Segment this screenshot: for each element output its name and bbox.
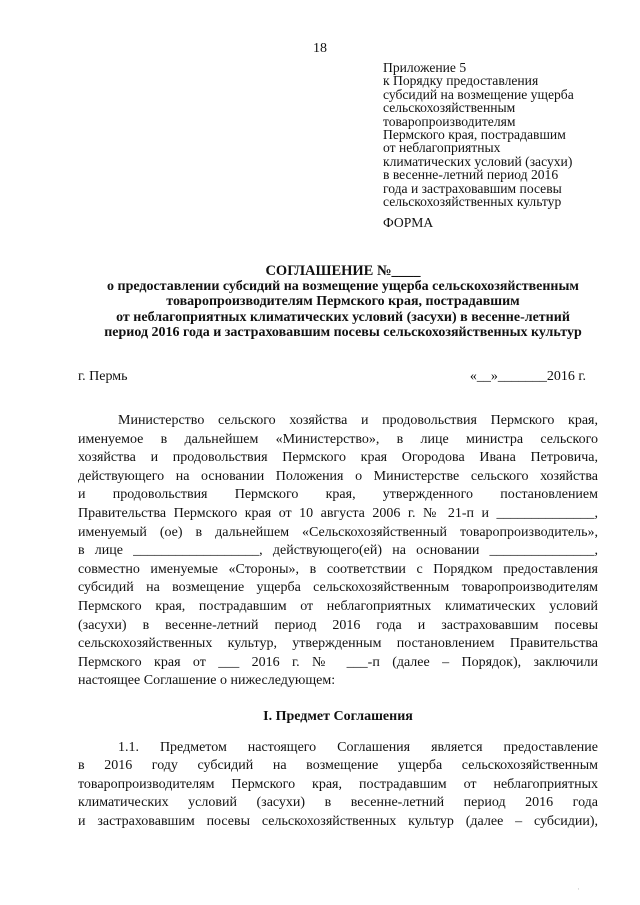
- text-line: в 2016 году субсидий на возмещение ущерба сельскохозяйственным: [78, 758, 598, 774]
- text-line: действующего на основании Положения о Министерстве сельского хозяйства: [78, 468, 598, 484]
- title-line: период 2016 года и застраховавшим посевы сельскохозяйственных культур: [104, 324, 582, 340]
- appendix-line: товаропроизводителям: [383, 113, 516, 129]
- text-line: и продовольствия Пермского края, утвержденного постановлением: [78, 487, 598, 503]
- text-line: Правительства Пермского края от 10 августа 2006 г. № 21-п и ______________,: [78, 505, 598, 521]
- text-line: (засухи) в весенне-летний период 2016 года и застраховавшим посевы: [78, 617, 598, 633]
- text-line: сельскохозяйственных культур, утвержденным постановлением Правительства: [78, 636, 598, 652]
- text-line: товаропроизводителям Пермского края, пострадавшим от неблагоприятных: [78, 776, 598, 792]
- page-number: 18: [313, 41, 327, 56]
- text-line: именуемое в дальнейшем «Министерство», в лице министра сельского: [78, 431, 598, 447]
- form-label: ФОРМА: [383, 215, 434, 230]
- text-line: совместно именуемые «Стороны», в соответствии с Порядком предоставления: [78, 561, 598, 577]
- appendix-line: в весенне-летний период 2016: [383, 167, 559, 183]
- text-line: именуемый (ое) в дальнейшем «Сельскохозяйственный товаропроизводитель»,: [78, 524, 598, 540]
- appendix-line: от неблагоприятных: [383, 140, 501, 156]
- text-line: климатических условий (засухи) в весенне-летний период 2016 года: [78, 795, 598, 811]
- text-line: Пермского края, пострадавшим от неблагоприятных климатических условий: [78, 598, 598, 614]
- text-line: Министерство сельского хозяйства и продовольствия Пермского края,: [118, 413, 598, 428]
- title-line: о предоставлении субсидий на возмещение ущерба сельскохозяйственным: [107, 279, 579, 295]
- clause-paragraph: [78, 739, 598, 831]
- text-line: настоящее Соглашение о нижеследующем:: [78, 673, 336, 689]
- document-title: [78, 264, 608, 340]
- appendix-reference: [383, 61, 623, 208]
- section-heading: I. Предмет Соглашения: [263, 709, 413, 724]
- signing-date: «__»_______2016 г.: [469, 369, 586, 384]
- place-of-signing: г. Пермь: [78, 369, 128, 384]
- title-line: от неблагоприятных климатических условий (засухи) в весенне-летний: [116, 309, 570, 325]
- appendix-line: сельскохозяйственным: [383, 100, 516, 116]
- text-line: и застраховавшим посевы сельскохозяйственных культур (далее – субсидии),: [78, 813, 598, 829]
- text-line: в лице __________________, действующего(ей) на основании _______________,: [78, 543, 598, 559]
- title-line: СОГЛАШЕНИЕ №____: [265, 263, 421, 279]
- appendix-line: климатических условий (засухи): [383, 153, 573, 169]
- appendix-line: к Порядку предоставления: [383, 73, 539, 89]
- text-line: 1.1. Предметом настоящего Соглашения является предоставление: [118, 740, 598, 755]
- text-line: хозяйства и продовольствия Пермского края Огородова Ивана Петровича,: [78, 450, 598, 466]
- appendix-line: года и застраховавшим посевы: [383, 180, 562, 196]
- text-line: Пермского края от ___ 2016 г. № ___-п (далее – Порядок), заключили: [78, 654, 598, 670]
- appendix-line: сельскохозяйственных культур: [383, 194, 562, 210]
- appendix-line: Пермского края, пострадавшим: [383, 127, 566, 143]
- appendix-line: субсидий на возмещение ущерба: [383, 86, 574, 102]
- preamble-paragraph: [78, 412, 598, 691]
- appendix-line: Приложение 5: [383, 60, 467, 75]
- text-line: субсидий на возмещение ущерба сельскохозяйственным товаропроизводителям: [78, 580, 598, 596]
- title-line: товаропроизводителям Пермского края, пострадавшим: [166, 294, 520, 310]
- scan-mark: ·: [577, 884, 580, 894]
